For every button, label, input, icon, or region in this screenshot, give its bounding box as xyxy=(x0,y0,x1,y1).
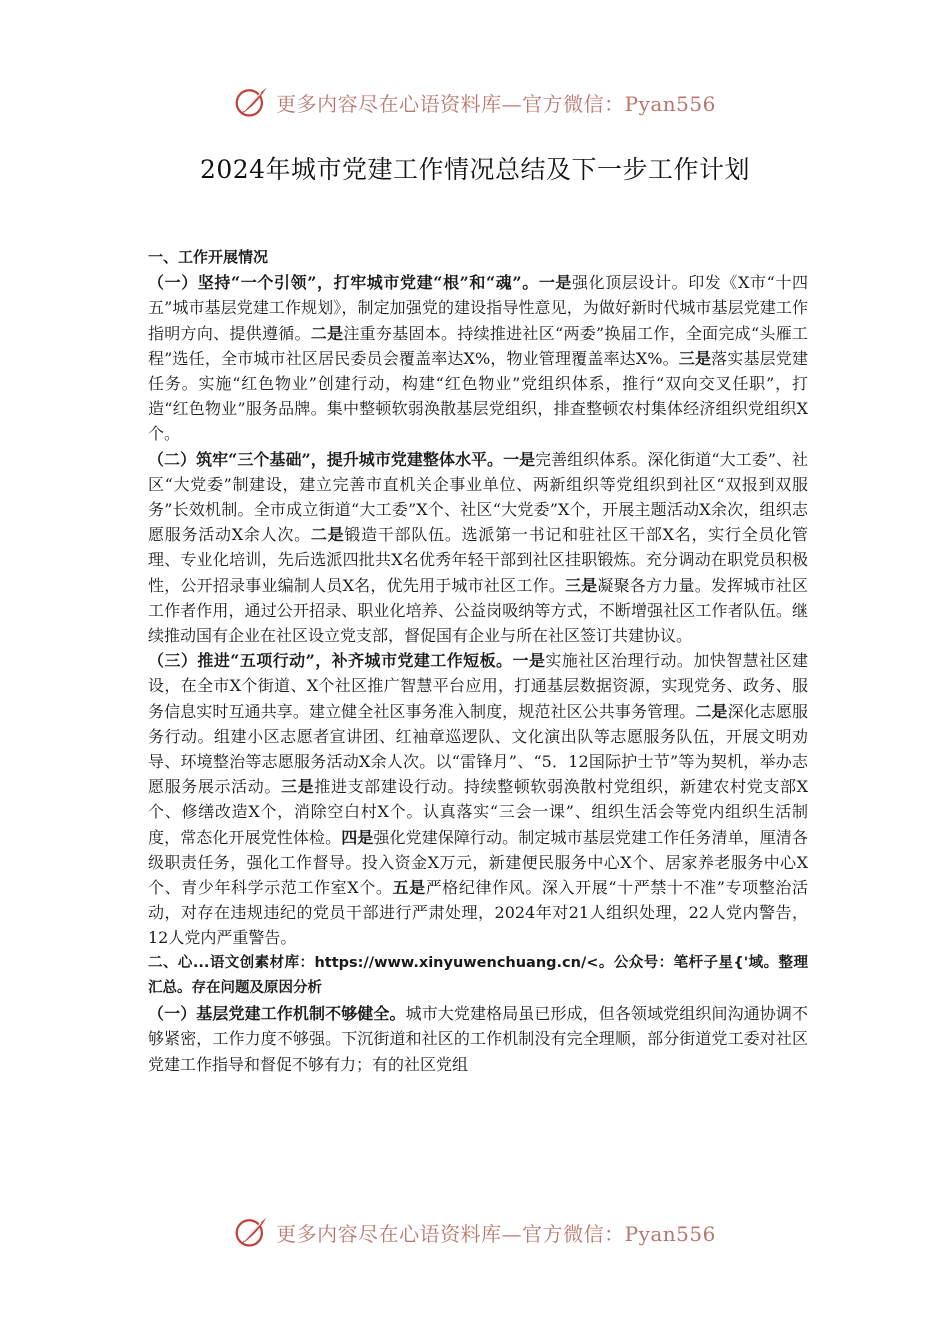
paragraph-text: 注重夯基固本。持续推进社区“两委”换届工作，全面完成“头雁工程”选任，全市城市社区居民委员会覆盖率达X%，物业管理覆盖率达X%。 xyxy=(148,323,808,368)
section-heading-problems: 二、心...语文创素材库：https://www.xinyuwenchuang.cn/<。公众号：笔杆子星{'域。整理汇总。存在问题及原因分析 xyxy=(148,954,808,996)
paragraph-text: 实施社区治理行动。加快智慧社区建设，在全市X个街道、X个社区推广智慧平台应用，打通基层数据资源，实现党务、政务、服务信息实时互通共享。建立健全社区事务准入制度，规范社区公共事务管理。 xyxy=(148,651,808,721)
paragraph-five-actions xyxy=(148,648,808,950)
paragraph-lead: （二）筑牢“三个基础”，提升城市党建整体水平。 xyxy=(148,449,504,469)
header-watermark-banner xyxy=(0,82,950,122)
marker-one: 一是 xyxy=(512,651,546,671)
paragraph-text: 强化顶层设计。印发《X市“十四五”城市基层党建工作规划》，制定加强党的建设指导性意见，为做好新时代城市基层党建工作指明方向、提供遵循。 xyxy=(148,273,808,343)
marker-one: 一是 xyxy=(538,273,573,293)
marker-two: 二是 xyxy=(695,701,728,721)
marker-three: 三是 xyxy=(564,575,598,595)
marker-three: 三是 xyxy=(281,777,315,797)
marker-four: 四是 xyxy=(341,827,374,847)
paragraph-lead: （一）基层党建工作机制不够健全。 xyxy=(148,1004,406,1024)
paragraph-text: 锻造干部队伍。选派第一书记和驻社区干部X名，实行全员化管理、专业化培训，先后选派四批共X名优秀年轻干部到社区挂职锻炼。充分调动在职党员积极性，公开招录事业编制人员X名，优先用于城市社区工作。 xyxy=(148,525,808,595)
paragraph-three-foundations xyxy=(148,447,808,649)
paragraph-mechanism-problem xyxy=(148,1001,808,1077)
marker-two: 二是 xyxy=(310,525,345,545)
paragraph-lead: （一）坚持“一个引领”，打牢城市党建“根”和“魂”。 xyxy=(148,273,539,293)
paragraph-text: 严格纪律作风。深入开展“十严禁十不准”专项整治活动，对存在违规违纪的党员干部进行严肃处理，2024年对21人组织处理，22人党内警告，12人党内严重警告。 xyxy=(148,878,808,948)
marker-two: 二是 xyxy=(310,323,344,343)
paragraph-text: 强化党建保障行动。制定城市基层党建工作任务清单，厘清各级职责任务，强化工作督导。投入资金X万元，新建便民服务中心X个、居家养老服务中心X个、青少年科学示范工作室X个。 xyxy=(148,827,808,898)
paragraph-text: 推进支部建设行动。持续整顿软弱涣散村党组织，新建农村党支部X个、修缮改造X个，消除空白村X个。认真落实“三会一课”、组织生活会等党内组织生活制度，常态化开展党性体检。 xyxy=(148,777,808,847)
document-body xyxy=(148,245,808,1077)
paragraph-text: 凝聚各方力量。发挥城市社区工作者作用，通过公开招录、职业化培养、公益岗吸纳等方式，不断增强社区工作者队伍。继续推动国有企业在社区设立党支部，督促国有企业与所在社区签订共建协议。 xyxy=(148,575,808,646)
paragraph-one-guidance xyxy=(148,270,808,446)
marker-five: 五是 xyxy=(392,878,426,898)
paragraph-text: 城市大党建格局虽已形成，但各领域党组织间沟通协调不够紧密，工作力度不够强。下沉街道和社区的工作机制没有完全理顺，部分街道党工委对社区党建工作指导和督促不够有力；有的社区党组 xyxy=(148,1004,808,1074)
section-heading-work-progress: 一、工作开展情况 xyxy=(148,248,269,266)
quill-logo-icon xyxy=(234,84,270,120)
marker-three: 三是 xyxy=(678,348,712,368)
watermark-text: 更多内容尽在心语资料库—官方微信：Pyan556 xyxy=(276,91,716,116)
paragraph-lead: （三）推进“五项行动”，补齐城市党建工作短板。 xyxy=(148,651,513,671)
document-title: 2024年城市党建工作情况总结及下一步工作计划 xyxy=(199,155,751,184)
marker-one: 一是 xyxy=(503,449,536,469)
paragraph-text: 完善组织体系。深化街道“大工委”、社区“大党委”制建设，建立完善市直机关企事业单位、两新组织等党组织到社区“双报到双服务”长效机制。全市成立街道“大工委”X个、社区“大党委”X个，开展主题活动X余次，组织志愿服务活动X余人次。 xyxy=(148,449,808,545)
watermark-text: 更多内容尽在心语资料库—官方微信：Pyan556 xyxy=(276,1221,716,1246)
paragraph-text: 深化志愿服务行动。组建小区志愿者宣讲团、红袖章巡逻队、文化演出队等志愿服务队伍，开展文明劝导、环境整治等志愿服务活动X余人次。以“雷锋月”、“5．12国际护士节”等为契机，举办志愿服务展示活动。 xyxy=(148,701,808,797)
quill-logo-icon xyxy=(234,1214,270,1250)
paragraph-text: 落实基层党建任务。实施“红色物业”创建行动，构建“红色物业”党组织体系，推行“双向交叉任职”，打造“红色物业”服务品牌。集中整顿软弱涣散基层党组织，排查整顿农村集体经济组织党组织X个。 xyxy=(148,348,808,444)
footer-watermark-banner xyxy=(0,1212,950,1252)
